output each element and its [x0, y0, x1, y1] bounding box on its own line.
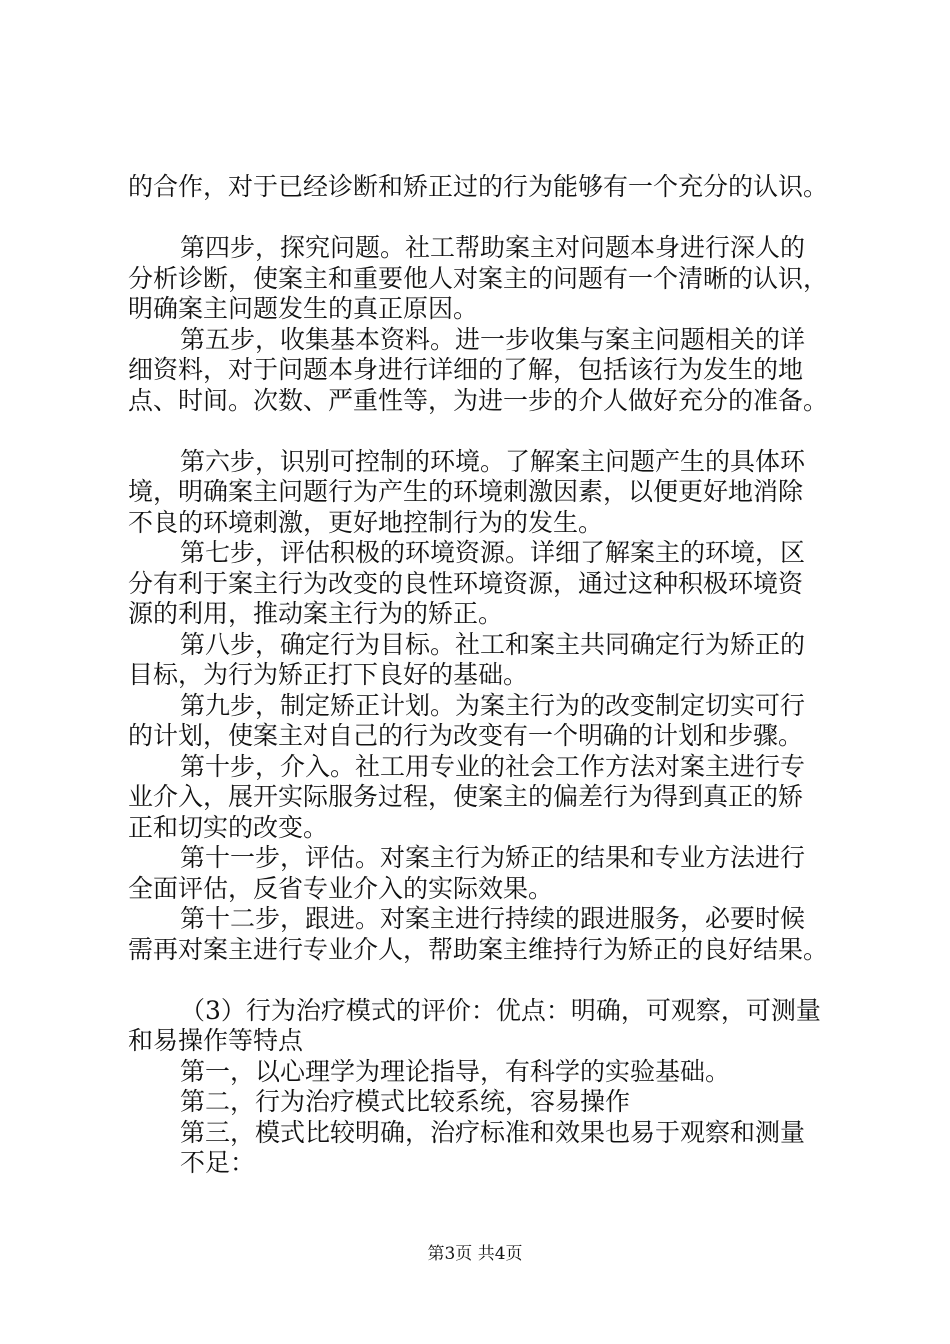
- text-line: 第四步，探究问题。社工帮助案主对问题本身进行深人的: [180, 233, 806, 262]
- text-line: 第十步，介入。社工用专业的社会工作方法对案主进行专: [180, 751, 806, 781]
- text-line: 明确案主问题发生的真正原因。: [128, 294, 479, 323]
- text-line: 境，明确案主问题行为产生的环境刺激因素，以便更好地消除: [128, 477, 804, 506]
- text-line: 细资料，对于问题本身进行详细的了解，包括该行为发生的地: [128, 355, 804, 384]
- text-line: 的合作，对于已经诊断和矫正过的行为能够有一个充分的认识。: [128, 172, 829, 201]
- text-line: 分析诊断，使案主和重要他人对案主的问题有一个清晰的认识，: [128, 263, 829, 293]
- text-line: 第一，以心理学为理论指导，有科学的实验基础。: [180, 1056, 731, 1086]
- text-line: 分有利于案主行为改变的良性环境资源，通过这种积极环境资: [128, 568, 804, 598]
- text-line: 第八步，确定行为目标。社工和案主共同确定行为矫正的: [180, 629, 806, 659]
- text-line: 业介入，展开实际服务过程，使案主的偏差行为得到真正的矫: [128, 782, 804, 811]
- text-line: 源的利用，推动案主行为的矫正。: [128, 599, 504, 628]
- text-line: 不足：: [180, 1148, 256, 1177]
- blank-line: [128, 203, 838, 234]
- text-line: 全面评估，反省专业介入的实际效果。: [128, 873, 554, 903]
- text-line: 点、时间。次数、严重性等，为进一步的介人做好充分的准备。: [128, 385, 829, 415]
- document-body: [128, 172, 838, 1179]
- text-line: 第五步，收集基本资料。进一步收集与案主问题相关的详: [180, 324, 806, 354]
- text-line: （3）行为治疗模式的评价：优点：明确，可观察，可测量: [180, 995, 821, 1025]
- page-footer: 第3页 共4页: [427, 1244, 523, 1264]
- text-line: 正和切实的改变。: [128, 812, 329, 842]
- text-line: 需再对案主进行专业介人，帮助案主维持行为矫正的良好结果。: [128, 934, 829, 964]
- text-line: 第三，模式比较明确，治疗标准和效果也易于观察和测量: [180, 1117, 806, 1147]
- text-line: 的计划，使案主对自己的行为改变有一个明确的计划和步骤。: [128, 721, 804, 750]
- text-line: 第九步，制定矫正计划。为案主行为的改变制定切实可行: [180, 690, 806, 720]
- text-line: 第十一步，评估。对案主行为矫正的结果和专业方法进行: [180, 843, 806, 872]
- blank-line: [128, 965, 838, 996]
- text-line: 和易操作等特点: [128, 1026, 304, 1055]
- text-line: 第七步，评估积极的环境资源。详细了解案主的环境，区: [180, 538, 806, 567]
- text-line: 第十二步，跟进。对案主进行持续的跟进服务，必要时候: [180, 904, 806, 933]
- text-line: 不良的环境刺激，更好地控制行为的发生。: [128, 507, 604, 537]
- text-line: 第二，行为治疗模式比较系统，容易操作: [180, 1087, 631, 1116]
- text-line: 目标，为行为矫正打下良好的基础。: [128, 660, 529, 689]
- blank-line: [128, 416, 838, 447]
- text-line: 第六步，识别可控制的环境。了解案主问题产生的具体环: [180, 446, 806, 476]
